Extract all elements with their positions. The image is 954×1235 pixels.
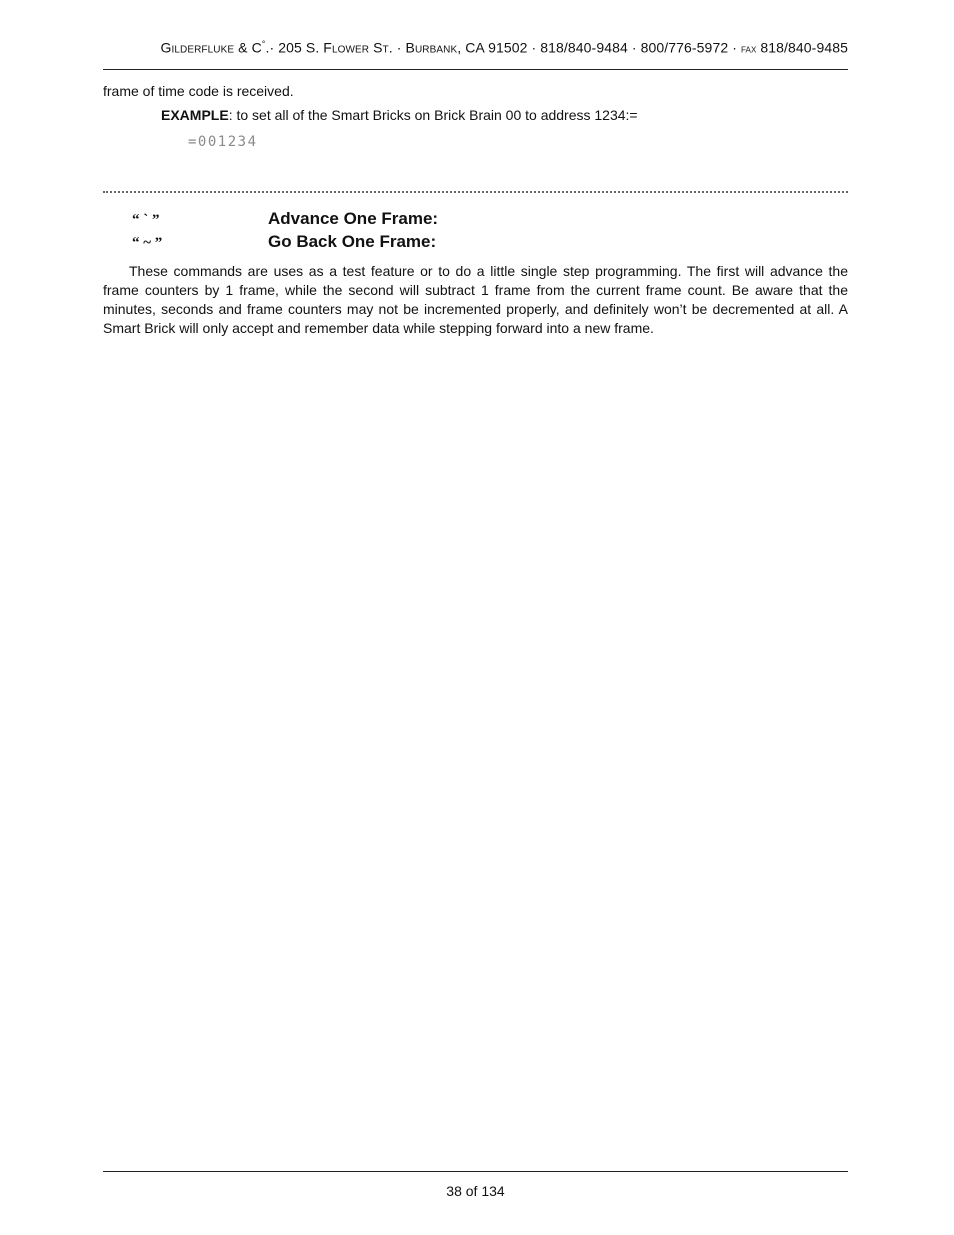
header-separator: .· 205 [265,39,306,56]
command-title: Advance One Frame: [268,209,439,228]
company-name: Gilderfluke [160,39,235,56]
command-title: Go Back One Frame: [268,232,437,251]
address-phones: CA 91502 · 818/840-9484 · 800/776-5972 · [461,39,741,56]
footer-rule [103,1171,848,1172]
dotted-divider [103,191,848,193]
continuation-text: frame of time code is received. [103,83,294,99]
example-text: : to set all of the Smart Bricks on Brick Brain 00 to address 1234:= [228,107,638,123]
fax-label: fax [740,41,757,56]
header-rule [103,69,848,70]
street-address: S. Flower St. [305,39,393,56]
company-degree: ° [261,39,266,49]
company-co: C [251,39,262,56]
example-line [161,107,638,123]
command-key: “ ~ ” [132,235,163,251]
description-paragraph: These commands are uses as a test feature or to do a little single step programming. The first will advance the frame counters by 1 frame, while the second will subtract 1 frame from the current frame count. Be aware that the minutes, seconds and frame counters may not be incremented properly, and definitely won’t be decremented at all. A Smart Brick will only accept and remember data while stepping forward into a new frame. [103,263,848,336]
command-row-advance [132,209,438,229]
city-name: Burbank, [405,39,462,56]
fax-number: 818/840-9485 [756,39,848,56]
page-number: 38 of 134 [446,1183,505,1199]
page-header [103,39,848,56]
command-key: “ ` ” [132,212,160,228]
example-code: =001234 [188,134,258,150]
example-label: EXAMPLE [161,107,229,123]
command-row-back [132,232,436,252]
header-separator-2: · [392,39,406,56]
company-amp: & [234,39,252,56]
